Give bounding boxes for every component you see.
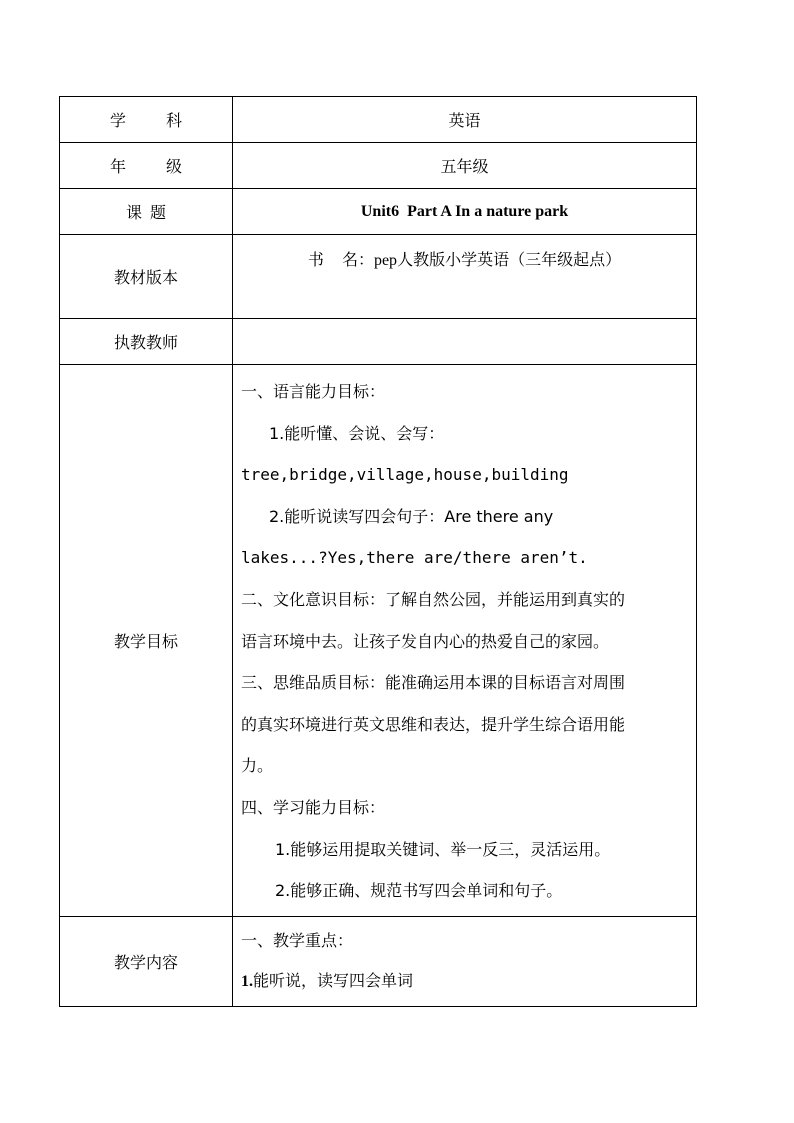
lesson-title: Unit6 Part A In a nature park bbox=[233, 189, 697, 235]
teacher-value bbox=[233, 319, 697, 365]
grade-label-char-1: 年 bbox=[109, 157, 126, 176]
objective-line: 的真实环境进行英文思维和表达，提升学生综合语用能 bbox=[241, 714, 626, 734]
row-grade bbox=[60, 143, 697, 189]
grade-label bbox=[60, 143, 233, 189]
teacher-label: 执教教师 bbox=[60, 319, 233, 365]
row-objectives bbox=[60, 365, 697, 917]
objective-line: 一、语言能力目标： bbox=[241, 382, 386, 401]
textbook-label: 教材版本 bbox=[60, 235, 233, 319]
row-lesson bbox=[60, 189, 697, 235]
content-line bbox=[241, 961, 690, 1002]
grade-label-char-2: 级 bbox=[166, 157, 183, 176]
subject-label bbox=[60, 97, 233, 143]
book-series: pep bbox=[373, 252, 398, 269]
row-textbook bbox=[60, 235, 697, 319]
lesson-label-char-1: 课 bbox=[125, 203, 142, 222]
subject-label-char-1: 学 bbox=[109, 111, 126, 130]
objective-line: 1.能听懂、会说、会写： bbox=[269, 423, 445, 443]
objective-line: 2.能够正确、规范书写四会单词和句子。 bbox=[275, 881, 563, 901]
book-prefix-colon: 名： bbox=[341, 250, 374, 269]
lesson-label-char-2: 题 bbox=[150, 203, 167, 222]
objectives-label: 教学目标 bbox=[60, 365, 233, 917]
content-text: 能听说，读写四会单词 bbox=[253, 970, 414, 990]
row-teacher bbox=[60, 319, 697, 365]
content-body bbox=[233, 916, 697, 1006]
subject-label-char-2: 科 bbox=[166, 111, 183, 130]
objective-line: 三、思维品质目标：能准确运用本课的目标语言对周围 bbox=[241, 673, 626, 693]
objective-line: lakes...?Yes,there are/there aren’t. bbox=[241, 548, 588, 568]
content-number: 1. bbox=[241, 972, 253, 990]
subject-value: 英语 bbox=[233, 97, 697, 143]
objective-line bbox=[241, 496, 690, 538]
book-prefix-char: 书 bbox=[307, 250, 324, 269]
lesson-plan-table bbox=[59, 96, 697, 1007]
objective-line: 力。 bbox=[241, 756, 274, 776]
objectives-body bbox=[233, 365, 697, 917]
objective-line: tree,bridge,village,house,building bbox=[241, 465, 569, 485]
objective-line: 1.能够运用提取关键词、举一反三，灵活运用。 bbox=[275, 839, 611, 859]
content-line: 一、教学重点： bbox=[241, 930, 354, 950]
objective-sentence: 2.能听说读写四会句子：Are there any bbox=[269, 506, 554, 526]
objective-line: 二、文化意识目标：了解自然公园，并能运用到真实的 bbox=[241, 589, 626, 609]
content-label: 教学内容 bbox=[60, 916, 233, 1006]
row-subject bbox=[60, 97, 697, 143]
textbook-value bbox=[233, 235, 697, 319]
row-content bbox=[60, 916, 697, 1006]
book-name: 人教版小学英语（三年级起点） bbox=[397, 250, 622, 269]
objective-line: 语言环境中去。让孩子发自内心的热爱自己的家园。 bbox=[241, 631, 610, 651]
lesson-label bbox=[60, 189, 233, 235]
objective-line: 四、学习能力目标： bbox=[241, 797, 386, 817]
grade-value: 五年级 bbox=[233, 143, 697, 189]
